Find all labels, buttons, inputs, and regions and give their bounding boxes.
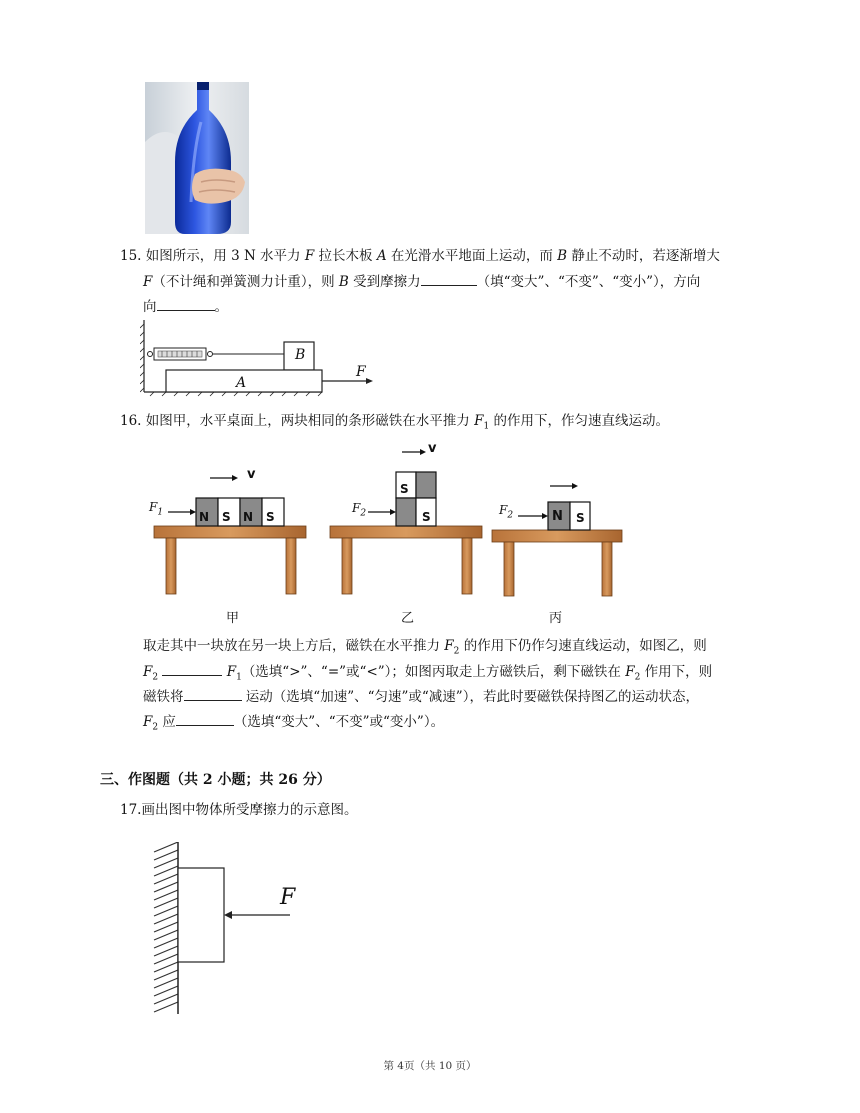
force-symbol: F bbox=[499, 503, 508, 517]
fig1-force-label bbox=[149, 500, 163, 517]
magnet-s-label: S bbox=[422, 510, 431, 524]
q15-fig-label-f: F bbox=[356, 364, 366, 380]
force-symbol: F bbox=[149, 500, 158, 514]
q15-fig-label-a: A bbox=[236, 375, 247, 391]
answer-blank[interactable] bbox=[157, 296, 215, 311]
q15-text: 拉长木板 bbox=[314, 248, 377, 264]
magnet-n-label: N bbox=[552, 509, 563, 524]
answer-blank[interactable] bbox=[176, 711, 234, 726]
fig2-force-label bbox=[352, 501, 366, 518]
q15-text: 如图所示，用 3 N 水平力 bbox=[145, 248, 305, 264]
q15-text: 。 bbox=[214, 299, 228, 315]
magnet-s-label: S bbox=[222, 510, 231, 524]
subscript: 2 bbox=[634, 672, 641, 683]
q15-text: （填“变大”、“不变”、“变小”），方向 bbox=[476, 274, 701, 290]
q16-var-f: F bbox=[625, 664, 635, 680]
q15-var-f: F bbox=[304, 248, 315, 264]
magnet-s-label: S bbox=[400, 482, 409, 496]
q16-text: 应 bbox=[158, 714, 176, 730]
q16-text: 磁铁将 bbox=[143, 689, 184, 705]
q15-text: 向 bbox=[143, 299, 157, 315]
q16-var-f: F bbox=[474, 413, 484, 429]
subscript: 2 bbox=[453, 646, 460, 657]
q15-line-2 bbox=[143, 271, 700, 292]
q16-para-line-4 bbox=[143, 711, 444, 738]
q16-var-f: F bbox=[143, 714, 153, 730]
q16-var-f: F bbox=[444, 638, 454, 654]
subscript: 2 bbox=[152, 672, 159, 683]
q17-figure bbox=[150, 842, 310, 1014]
subscript: 1 bbox=[483, 421, 490, 432]
q15-fig-label-b: B bbox=[295, 347, 306, 363]
magnet-n-label: N bbox=[199, 510, 210, 524]
section-heading: 三、作图题（共 2 小题；共 26 分） bbox=[100, 772, 331, 788]
q15-var-f: F bbox=[143, 274, 153, 290]
magnet-s-label: S bbox=[576, 511, 585, 525]
subscript: 2 bbox=[152, 722, 159, 733]
q15-text: （不计绳和弹簧测力计重），则 bbox=[152, 274, 339, 290]
q15-text: 受到摩擦力 bbox=[348, 274, 421, 290]
caption-yi: 乙 bbox=[401, 611, 415, 626]
answer-blank[interactable] bbox=[421, 271, 477, 286]
magnet-n-label: N bbox=[243, 510, 254, 524]
q16-var-f: F bbox=[226, 664, 237, 680]
q17-line bbox=[120, 800, 357, 820]
q16-line-1 bbox=[120, 411, 669, 437]
q15-text: 在光滑水平地面上运动，而 bbox=[386, 248, 558, 264]
q15-line-3 bbox=[143, 296, 228, 317]
q17-fig-label-f: F bbox=[280, 885, 296, 910]
q16-text: 运动（选填“加速”、“匀速”或“减速”），若此时要磁铁保持图乙的运动状态， bbox=[241, 689, 699, 705]
subscript: 1 bbox=[236, 672, 242, 683]
q15-text: 静止不动时，若逐渐增大 bbox=[567, 248, 720, 264]
bottle-photo bbox=[145, 82, 249, 234]
subscript: 2 bbox=[507, 510, 514, 521]
q15-figure bbox=[140, 318, 375, 398]
q16-text: 取走其中一块放在另一块上方后，磁铁在水平推力 bbox=[143, 638, 445, 654]
q16-para-line-3 bbox=[143, 686, 699, 707]
fig1-velocity-label: v bbox=[247, 467, 256, 482]
page-footer: 第 4页（共 10 页） bbox=[383, 1060, 477, 1072]
q15-var-b: B bbox=[338, 274, 349, 290]
q15-line-1 bbox=[120, 246, 720, 266]
q15-var-a: A bbox=[376, 248, 387, 264]
subscript: 2 bbox=[360, 508, 367, 519]
q16-text: 的作用下仍作匀速直线运动，如图乙，则 bbox=[459, 638, 707, 654]
q15-number: 15. bbox=[120, 248, 142, 264]
q15-var-b: B bbox=[557, 248, 568, 264]
q16-var-f: F bbox=[143, 664, 153, 680]
q17-number: 17. bbox=[120, 802, 142, 818]
force-symbol: F bbox=[352, 501, 361, 515]
q16-number: 16. bbox=[120, 413, 142, 429]
q16-text: （选填“>”、“=”或“<”）；如图丙取走上方磁铁后，剩下磁铁在 bbox=[241, 664, 626, 680]
q16-para-line-1 bbox=[143, 636, 707, 662]
q16-text: （选填“变大”、“不变”或“变小”）。 bbox=[233, 714, 445, 730]
q17-text: 画出图中物体所受摩擦力的示意图。 bbox=[141, 802, 358, 818]
caption-jia: 甲 bbox=[226, 611, 240, 626]
fig2-velocity-label: v bbox=[428, 441, 437, 456]
q16-text: 作用下，则 bbox=[640, 664, 713, 680]
answer-blank[interactable] bbox=[184, 686, 242, 701]
q16-text: 的作用下，作匀速直线运动。 bbox=[489, 413, 669, 429]
fig3-force-label bbox=[499, 503, 513, 520]
answer-blank[interactable] bbox=[162, 661, 222, 676]
caption-bing: 丙 bbox=[549, 611, 563, 626]
q16-figure bbox=[140, 440, 640, 600]
q16-para-line-2 bbox=[143, 661, 712, 688]
q16-text: 如图甲，水平桌面上，两块相同的条形磁铁在水平推力 bbox=[145, 413, 475, 429]
magnet-s-label: S bbox=[266, 510, 275, 524]
subscript: 1 bbox=[157, 507, 164, 518]
